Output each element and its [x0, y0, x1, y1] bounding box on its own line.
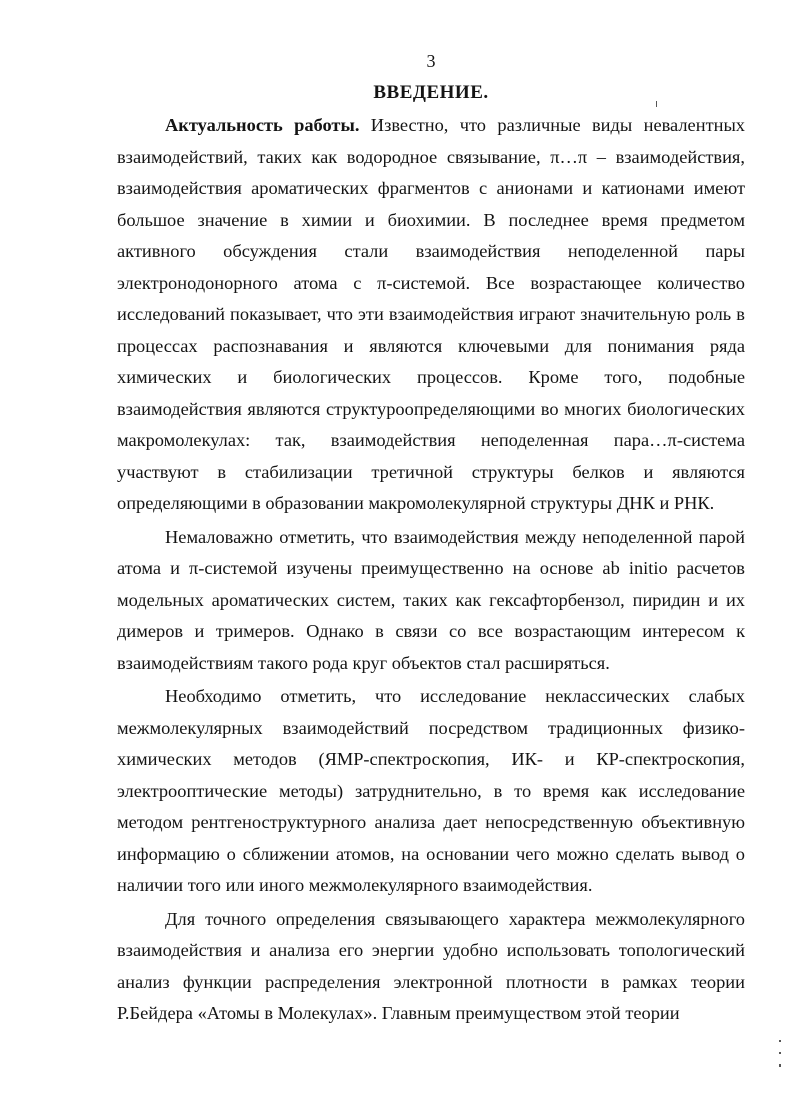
scan-speck — [779, 1040, 781, 1042]
paragraph-lead: Актуальность работы. — [165, 115, 360, 135]
body-text — [117, 110, 745, 1030]
paragraph-3: Необходимо отметить, что исследование неклассических слабых межмолекулярных взаимодействий посредством традиционных физико-химических методов (ЯМР-спектроскопия, ИК- и КР-спектроскопия, электрооптические методы) затруднительно, в то время как исследование методом рентгеноструктурного анализа дает непосредственную объективную информацию о сближении атомов, на основании чего можно сделать вывод о наличии того или иного межмолекулярного взаимодействия. — [117, 686, 745, 895]
paragraph-text: Известно, что различные виды невалентных взаимодействий, таких как водородное связывание, π…π – взаимодействия, взаимодействия ароматических фрагментов с анионами и катионами имеют большое значение в химии и биохимии. В последнее время предметом активного обсуждения стали взаимодействия неподеленной пары электронодонорного атома с π-системой. Все возрастающее количество исследований показывает, что эти взаимодействия играют значительную роль в процессах распознавания и являются ключевыми для понимания ряда химических и биологических процессов. Кроме того, подобные взаимодействия являются структуроопределяющими во многих биологических макромолекулах: так, взаимодействия неподеленная пара…π-система участвуют в стабилизации третичной структуры белков и являются определяющими в образовании макромолекулярной структуры ДНК и РНК. — [117, 115, 745, 513]
page-title: ВВЕДЕНИЕ. — [373, 82, 489, 103]
page-number: 3 — [426, 51, 436, 71]
scan-speck — [779, 1064, 781, 1067]
scan-speck — [656, 101, 657, 107]
paragraph-2: Немаловажно отметить, что взаимодействия между неподеленной парой атома и π-системой изучены преимущественно на основе ab initio расчетов модельных ароматических систем, таких как гексафторбензол, пиридин и их димеров и тримеров. Однако в связи со все возрастающим интересом к взаимодействиям такого рода круг объектов стал расширяться. — [117, 526, 745, 673]
paragraph-relevance — [117, 110, 745, 520]
paragraph-4: Для точного определения связывающего характера межмолекулярного взаимодействия и анализа его энергии удобно использовать топологический анализ функции распределения электронной плотности в рамках теории Р.Бейдера «Атомы в Молекулах». Главным преимуществом этой теории — [117, 908, 745, 1023]
scan-speck — [779, 1052, 781, 1054]
